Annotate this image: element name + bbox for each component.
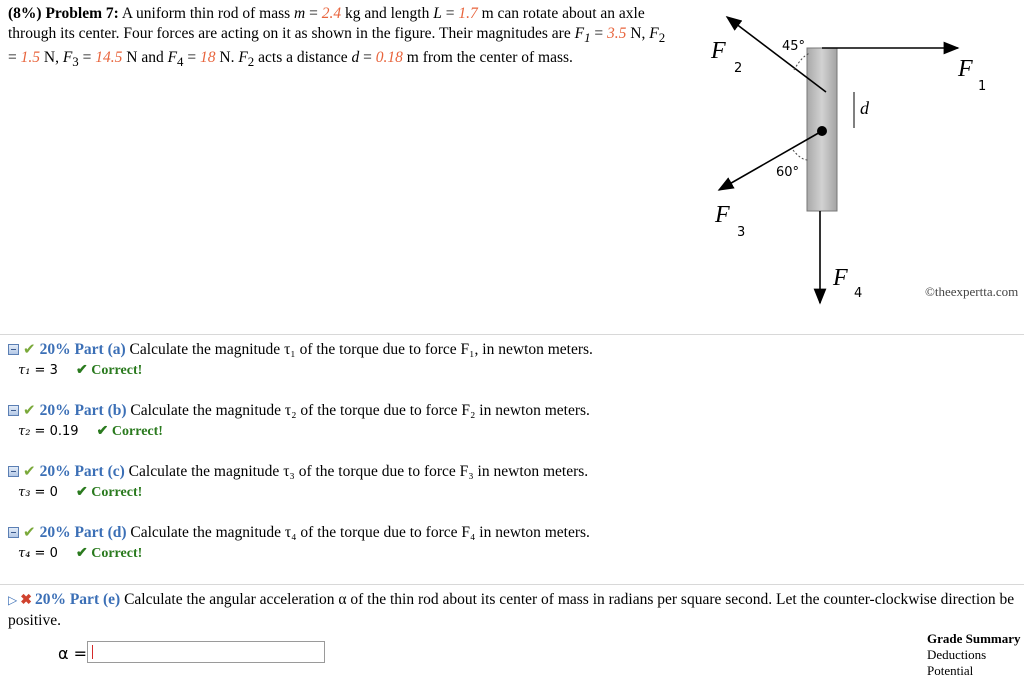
f2-value: 1.5 (20, 49, 40, 67)
part-question: Calculate the magnitude τ₂ of the torque due to force F₂ in newton meters. (130, 402, 590, 419)
part-d (8, 522, 1018, 564)
angle-60-label: 60° (776, 165, 800, 180)
mass-symbol: m (294, 5, 306, 22)
part-label[interactable]: Part (e) (69, 591, 121, 608)
part-b-answer: τ₂ = 0.19 ✔ Correct! (18, 424, 163, 439)
part-percent: 20% (39, 463, 71, 480)
part-label[interactable]: Part (a) (74, 341, 126, 358)
answer-symbol: τ₃ (18, 485, 31, 500)
f2-sub: 2 (734, 61, 743, 76)
part-percent: 20% (39, 341, 71, 358)
part-percent: 20% (39, 402, 71, 419)
part-percent: 20% (34, 591, 66, 608)
answer-value: 0 (49, 485, 58, 500)
f4-label: F (833, 265, 848, 291)
answer-symbol: τ₄ (18, 546, 31, 561)
angle-arc-60 (793, 150, 808, 160)
f3-sub: 3 (737, 225, 746, 240)
part-a-header (8, 339, 1018, 361)
answer-value: 0 (49, 546, 58, 561)
answer-symbol: τ₂ (18, 424, 31, 439)
d-label: d (860, 98, 869, 118)
problem-title: Problem 7: (45, 5, 119, 22)
problem-statement: (8%) Problem 7: A uniform thin rod of mass m = 2.4 kg and length L = 1.7 m can rotate about an axle through its center. Four forces are acting on it as shown in the figure. Their magnitudes are $F_1 = 3.5$ N, $F_2 = 1.5$ N, $F_3 = 14.5$ N and $F_4 = 18$ N. $F_2$ acts a distance d = 0.18 m from the center of mass. (8, 5, 666, 70)
f4-value: 18 (200, 49, 216, 67)
mass-unit: kg and length (344, 5, 430, 22)
problem-tail: m from the center of mass. (406, 49, 573, 67)
angle-45-label: 45° (782, 39, 806, 54)
answer-symbol: τ₁ (18, 363, 31, 378)
part-label[interactable]: Part (c) (74, 463, 125, 480)
d-value: 0.18 (375, 49, 403, 67)
problem-intro: A uniform thin rod of mass (121, 5, 291, 22)
axle-pivot (817, 126, 827, 136)
correct-status: ✔ Correct! (96, 424, 163, 439)
grade-summary (927, 631, 1024, 679)
f1-sub: 1 (978, 79, 987, 94)
grade-potential: Potential (927, 663, 974, 678)
grade-deductions: Deductions (927, 647, 987, 662)
f2-text: acts a distance (258, 49, 348, 67)
length-symbol: L (433, 5, 442, 22)
part-question: Calculate the magnitude τ₄ of the torque due to force F₄ in newton meters. (130, 524, 590, 541)
collapse-icon[interactable] (8, 527, 19, 538)
grade-summary-title: Grade Summary (927, 631, 1021, 646)
check-icon: ✔ (23, 403, 36, 419)
check-icon: ✔ (23, 342, 36, 358)
collapse-icon[interactable] (8, 344, 19, 355)
divider-top (0, 334, 1024, 335)
alpha-input-label: α = (58, 644, 88, 663)
text-caret (92, 645, 93, 659)
length-unit: m can rotate about an axle through its center. Four forces are acting on it as shown in the figure. Their magnitudes are (8, 5, 645, 42)
force-diagram (700, 0, 1024, 320)
check-icon: ✔ (23, 525, 36, 541)
f4-sub: 4 (854, 286, 863, 301)
part-b-header (8, 400, 1018, 422)
answer-value: 3 (49, 363, 58, 378)
part-e (8, 590, 1016, 631)
length-value: 1.7 (458, 5, 478, 22)
alpha-answer-input[interactable] (87, 641, 325, 663)
part-question: Calculate the angular acceleration α of the thin rod about its center of mass in radians per square second. Let the counter-clockwise direction be positive. (8, 591, 1015, 629)
expand-arrow-icon[interactable]: ▷ (8, 593, 18, 607)
answer-value: 0.19 (49, 424, 79, 439)
part-question: Calculate the magnitude τ₁ of the torque due to force F₁, in newton meters. (129, 341, 593, 358)
divider-part-e (0, 584, 1024, 585)
collapse-icon[interactable] (8, 466, 19, 477)
part-d-answer: τ₄ = 0 ✔ Correct! (18, 546, 143, 561)
f3-value: 14.5 (95, 49, 123, 67)
correct-status: ✔ Correct! (76, 363, 143, 378)
correct-status: ✔ Correct! (76, 546, 143, 561)
f1-value: 3.5 (607, 25, 627, 42)
check-icon: ✔ (23, 464, 36, 480)
f3-label: F (715, 202, 730, 228)
part-a-answer: τ₁ = 3 ✔ Correct! (18, 363, 143, 378)
part-b (8, 400, 1018, 442)
part-d-header (8, 522, 1018, 544)
incorrect-x-icon: ✖ (20, 593, 32, 608)
d-symbol: d (351, 49, 360, 67)
part-a (8, 339, 1018, 381)
part-percent: 20% (39, 524, 71, 541)
collapse-icon[interactable] (8, 405, 19, 416)
f1-symbol: F (574, 25, 585, 42)
f1-label: F (958, 56, 973, 82)
part-c (8, 461, 1018, 503)
part-label[interactable]: Part (b) (74, 402, 127, 419)
copyright-text: ©theexpertta.com (925, 284, 1019, 299)
f2-label: F (711, 38, 726, 64)
problem-weight: (8%) (8, 5, 42, 22)
mass-value: 2.4 (321, 5, 342, 22)
part-label[interactable]: Part (d) (74, 524, 127, 541)
part-c-header (8, 461, 1018, 483)
part-c-answer: τ₃ = 0 ✔ Correct! (18, 485, 143, 500)
correct-status: ✔ Correct! (76, 485, 143, 500)
part-question: Calculate the magnitude τ₃ of the torque due to force F₃ in newton meters. (128, 463, 589, 480)
